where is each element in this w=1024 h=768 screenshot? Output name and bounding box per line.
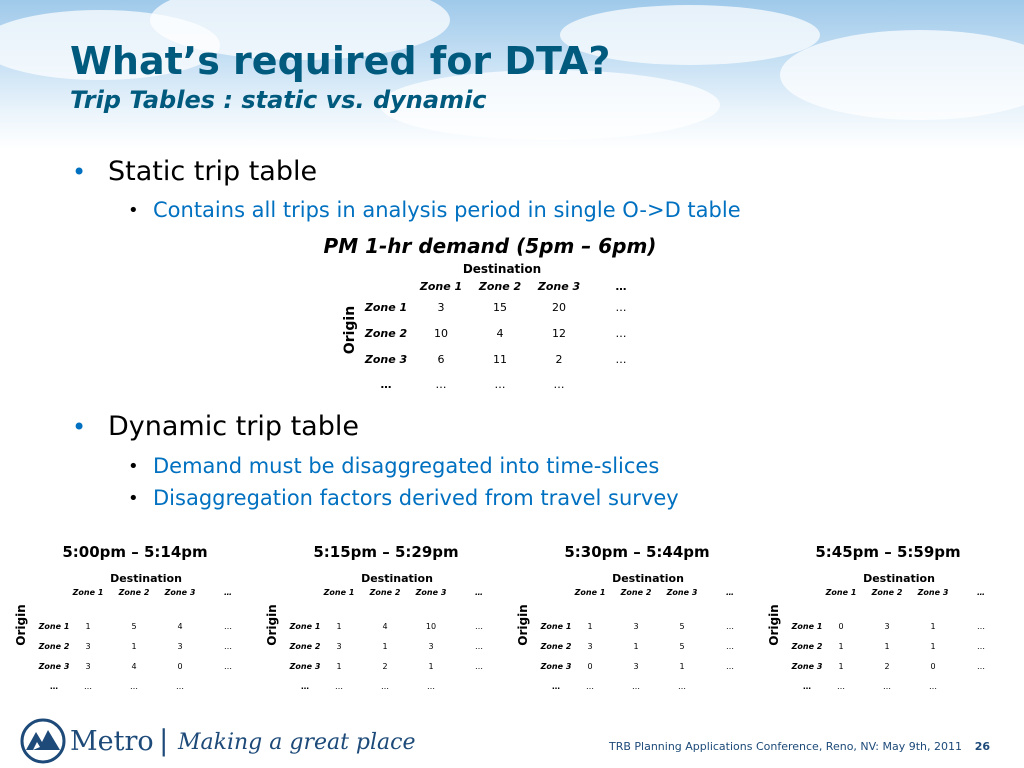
- destination-label: Destination: [462, 262, 542, 276]
- table-cell: 3: [177, 642, 183, 651]
- row-header: …: [552, 682, 560, 691]
- table-cell: …: [475, 622, 483, 631]
- table-cell: …: [494, 378, 506, 391]
- static-trip-table: [320, 258, 660, 398]
- slice-title: 5:45pm – 5:59pm: [815, 543, 961, 561]
- row-header: Zone 2: [289, 642, 321, 651]
- table-cell: 3: [85, 662, 91, 671]
- table-cell: …: [427, 682, 435, 691]
- col-header: Zone 2: [118, 588, 150, 597]
- bullet-icon: •: [128, 200, 139, 221]
- col-header: Zone 2: [871, 588, 903, 597]
- table-cell: …: [883, 682, 891, 691]
- row-header: Zone 3: [38, 662, 70, 671]
- col-header: Zone 1: [574, 588, 606, 597]
- row-header: Zone 2: [791, 642, 823, 651]
- table-cell: 3: [85, 642, 91, 651]
- table-cell: 1: [382, 642, 388, 651]
- col-header: Zone 3: [415, 588, 447, 597]
- table-cell: …: [632, 682, 640, 691]
- table-cell: 0: [838, 622, 844, 631]
- col-header: …: [224, 588, 232, 597]
- slide-subtitle: Trip Tables : static vs. dynamic: [70, 86, 487, 114]
- table-cell: …: [678, 682, 686, 691]
- slice-trip-table: [763, 568, 1013, 691]
- row-header: Zone 2: [38, 642, 70, 651]
- table-cell: …: [615, 353, 627, 366]
- row-header: Zone 3: [540, 662, 572, 671]
- footer-separator: |: [159, 724, 169, 757]
- origin-label: Origin: [342, 305, 358, 355]
- destination-label: Destination: [361, 572, 433, 585]
- table-cell: …: [726, 622, 734, 631]
- table-cell: 0: [930, 662, 936, 671]
- table-cell: 3: [437, 301, 445, 314]
- row-header: …: [803, 682, 811, 691]
- footer-conference: TRB Planning Applications Conference, Reno, NV: May 9th, 2011: [608, 740, 962, 753]
- slice-trip-table: [512, 568, 762, 691]
- table-cell: …: [586, 682, 594, 691]
- row-header: Zone 1: [38, 622, 70, 631]
- col-header: Zone 1: [419, 280, 463, 293]
- col-header: Zone 3: [917, 588, 949, 597]
- table-cell: …: [224, 642, 232, 651]
- col-header: Zone 3: [666, 588, 698, 597]
- col-header: Zone 3: [164, 588, 196, 597]
- destination-label: Destination: [110, 572, 182, 585]
- col-header: Zone 2: [369, 588, 401, 597]
- table-cell: …: [176, 682, 184, 691]
- table-cell: 2: [555, 353, 563, 366]
- table-cell: 5: [679, 642, 685, 651]
- origin-label: Origin: [767, 604, 781, 646]
- col-header: Zone 1: [323, 588, 355, 597]
- table-cell: 4: [382, 622, 388, 631]
- col-header: …: [475, 588, 483, 597]
- row-header: Zone 2: [364, 327, 408, 340]
- row-header: Zone 1: [791, 622, 823, 631]
- table-cell: 20: [552, 301, 566, 314]
- origin-label: Origin: [265, 604, 279, 646]
- table-cell: …: [224, 622, 232, 631]
- destination-label: Destination: [863, 572, 935, 585]
- slice-trip-table: [10, 568, 260, 691]
- row-header: Zone 3: [289, 662, 321, 671]
- col-header: …: [977, 588, 985, 597]
- sub-bullet-text: Disaggregation factors derived from travel survey: [153, 486, 679, 510]
- table-cell: 3: [336, 642, 342, 651]
- table-cell: …: [977, 662, 985, 671]
- table-cell: …: [615, 301, 627, 314]
- table-cell: 1: [930, 622, 936, 631]
- table-cell: …: [224, 662, 232, 671]
- col-header: Zone 1: [72, 588, 104, 597]
- table-cell: …: [929, 682, 937, 691]
- bullet-text: Static trip table: [108, 156, 318, 187]
- table-cell: 5: [131, 622, 137, 631]
- footer-org: Metro: [70, 726, 154, 757]
- table-cell: …: [475, 662, 483, 671]
- table-cell: 12: [552, 327, 566, 340]
- col-header: Zone 1: [825, 588, 857, 597]
- origin-label: Origin: [14, 604, 28, 646]
- col-header: Zone 3: [537, 280, 581, 293]
- sub-bullet-text: Contains all trips in analysis period in single O->D table: [153, 198, 741, 222]
- table-cell: …: [130, 682, 138, 691]
- table-cell: 3: [587, 642, 593, 651]
- row-header: Zone 1: [289, 622, 321, 631]
- table-cell: …: [837, 682, 845, 691]
- table-cell: …: [335, 682, 343, 691]
- table-cell: 2: [884, 662, 890, 671]
- slide-title: What’s required for DTA?: [70, 39, 611, 83]
- table-cell: 1: [428, 662, 434, 671]
- table-cell: 6: [437, 353, 445, 366]
- table-cell: 1: [930, 642, 936, 651]
- table-cell: …: [977, 622, 985, 631]
- table-cell: 10: [434, 327, 448, 340]
- row-header: Zone 3: [791, 662, 823, 671]
- metro-logo-icon: [20, 718, 66, 764]
- slice-trip-table: [261, 568, 511, 691]
- table-cell: 11: [493, 353, 507, 366]
- table-cell: 3: [633, 662, 639, 671]
- row-header: Zone 1: [364, 301, 408, 314]
- table-cell: 4: [177, 622, 183, 631]
- col-header: Zone 2: [620, 588, 652, 597]
- table-cell: 1: [633, 642, 639, 651]
- table-cell: 3: [633, 622, 639, 631]
- table-cell: 1: [838, 642, 844, 651]
- table-cell: 1: [587, 622, 593, 631]
- table-cell: 0: [587, 662, 593, 671]
- table-cell: …: [381, 682, 389, 691]
- table-cell: 1: [131, 642, 137, 651]
- table-cell: …: [553, 378, 565, 391]
- table-cell: 1: [884, 642, 890, 651]
- bullet-icon: •: [128, 456, 139, 477]
- col-header: Zone 2: [478, 280, 522, 293]
- row-header: Zone 1: [540, 622, 572, 631]
- bullet-text: Dynamic trip table: [108, 411, 359, 442]
- table-cell: …: [475, 642, 483, 651]
- static-table-title: PM 1-hr demand (5pm – 6pm): [323, 234, 657, 258]
- table-cell: 4: [131, 662, 137, 671]
- table-cell: 1: [336, 622, 342, 631]
- footer-tagline: Making a great place: [178, 730, 416, 755]
- origin-label: Origin: [516, 604, 530, 646]
- slice-title: 5:15pm – 5:29pm: [313, 543, 459, 561]
- table-cell: 3: [428, 642, 434, 651]
- slice-title: 5:00pm – 5:14pm: [62, 543, 208, 561]
- table-cell: 3: [884, 622, 890, 631]
- bullet-icon: •: [72, 413, 87, 441]
- row-header: …: [301, 682, 309, 691]
- table-cell: …: [435, 378, 447, 391]
- sub-bullet-text: Demand must be disaggregated into time-slices: [153, 454, 660, 478]
- table-cell: 1: [336, 662, 342, 671]
- table-cell: …: [615, 327, 627, 340]
- table-cell: 15: [493, 301, 507, 314]
- table-cell: 1: [838, 662, 844, 671]
- table-cell: …: [726, 662, 734, 671]
- col-header: …: [615, 280, 627, 293]
- row-header: …: [50, 682, 58, 691]
- table-cell: 0: [177, 662, 183, 671]
- row-header: Zone 3: [364, 353, 408, 366]
- col-header: …: [726, 588, 734, 597]
- table-cell: …: [84, 682, 92, 691]
- page-number: 26: [974, 740, 990, 753]
- table-cell: …: [726, 642, 734, 651]
- table-cell: 10: [425, 622, 437, 631]
- row-header: Zone 2: [540, 642, 572, 651]
- bullet-icon: •: [128, 488, 139, 509]
- table-cell: 2: [382, 662, 388, 671]
- slice-title: 5:30pm – 5:44pm: [564, 543, 710, 561]
- destination-label: Destination: [612, 572, 684, 585]
- table-cell: 1: [679, 662, 685, 671]
- bullet-icon: •: [72, 158, 87, 186]
- row-header: …: [380, 378, 392, 391]
- table-cell: …: [977, 642, 985, 651]
- table-cell: 4: [496, 327, 504, 340]
- table-cell: 5: [679, 622, 685, 631]
- table-cell: 1: [85, 622, 91, 631]
